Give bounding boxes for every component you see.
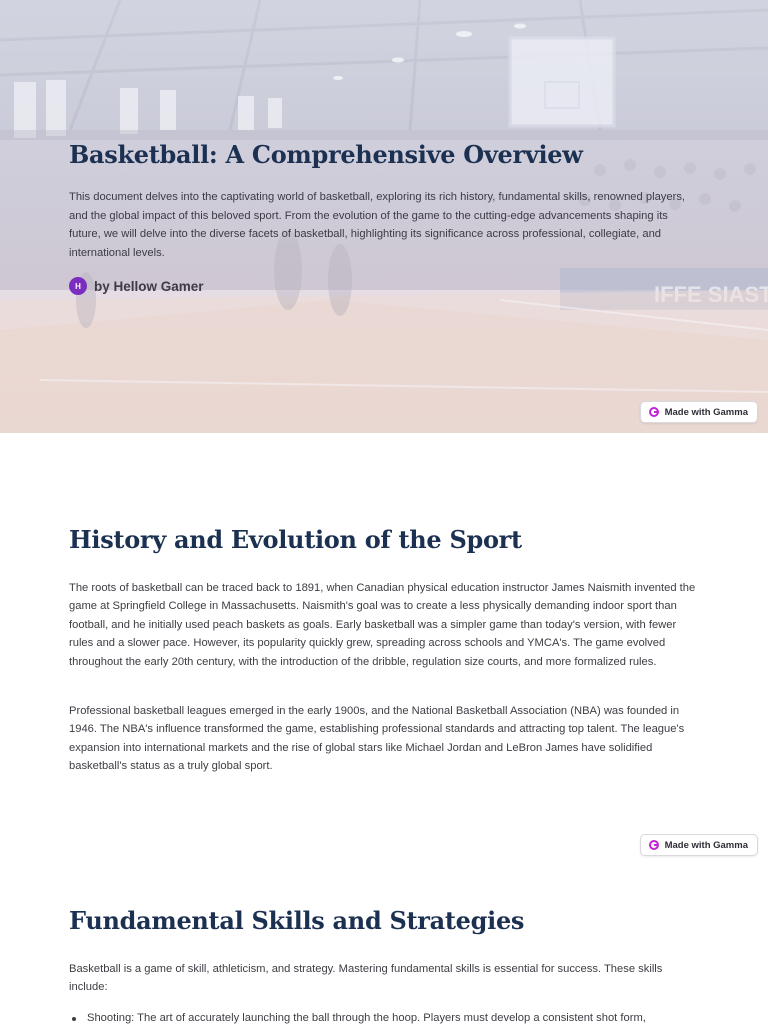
hero-section xyxy=(0,0,768,433)
author-byline xyxy=(69,277,204,295)
history-section-title: History and Evolution of the Sport xyxy=(69,525,522,554)
made-with-gamma-label: Made with Gamma xyxy=(664,839,748,851)
history-paragraph-2: Professional basketball leagues emerged in the early 1900s, and the National Basketball Association (NBA) was founded in 1946. The NBA's influence transformed the game, establishing professional standards and attracting top talent. The league's expansion into international markets and the rise of global stars like Michael Jordan and LeBron James have solidified basketball's status as a truly global sport. xyxy=(69,705,685,773)
hero-description: This document delves into the captivating world of basketball, exploring its rich history, fundamental skills, renowned players, and the global impact of this beloved sport. From the evolution of the game to the cutting-edge advancements shaping its future, we will delve into the diverse facets of basketball, highlighting its significance across professional, collegiate, and international levels. xyxy=(69,191,686,259)
history-paragraph-1: The roots of basketball can be traced back to 1891, when Canadian physical education instructor James Naismith invented the game at Springfield College in Massachusetts. Naismith's goal was to create a less physically demanding indoor sport than football, and he initially used peach baskets as goals. Early basketball was a simpler game than today's version, with fewer rules and a slower pace. However, its popularity quickly grew, spreading across schools and YMCA's. The game evolved throughout the early 20th century, with the introduction of the dribble, regulation size courts, and more formalized rules. xyxy=(69,582,696,668)
made-with-gamma-label: Made with Gamma xyxy=(664,406,748,418)
made-with-gamma-button[interactable] xyxy=(640,401,758,423)
page-title: Basketball: A Comprehensive Overview xyxy=(69,140,583,169)
gamma-logo-icon xyxy=(649,407,659,417)
gamma-logo-icon xyxy=(649,840,659,850)
skills-intro: Basketball is a game of skill, athleticism, and strategy. Mastering fundamental skills is essential for success. These skills include: xyxy=(69,963,663,994)
skills-list xyxy=(69,1009,701,1024)
made-with-gamma-button[interactable] xyxy=(640,834,758,856)
list-item: Shooting: The art of accurately launching the ball through the hoop. Players must develop a consistent shot form, xyxy=(69,1009,701,1024)
skills-section-title: Fundamental Skills and Strategies xyxy=(69,906,525,935)
avatar: H xyxy=(69,277,87,295)
author-name: by Hellow Gamer xyxy=(94,278,204,294)
